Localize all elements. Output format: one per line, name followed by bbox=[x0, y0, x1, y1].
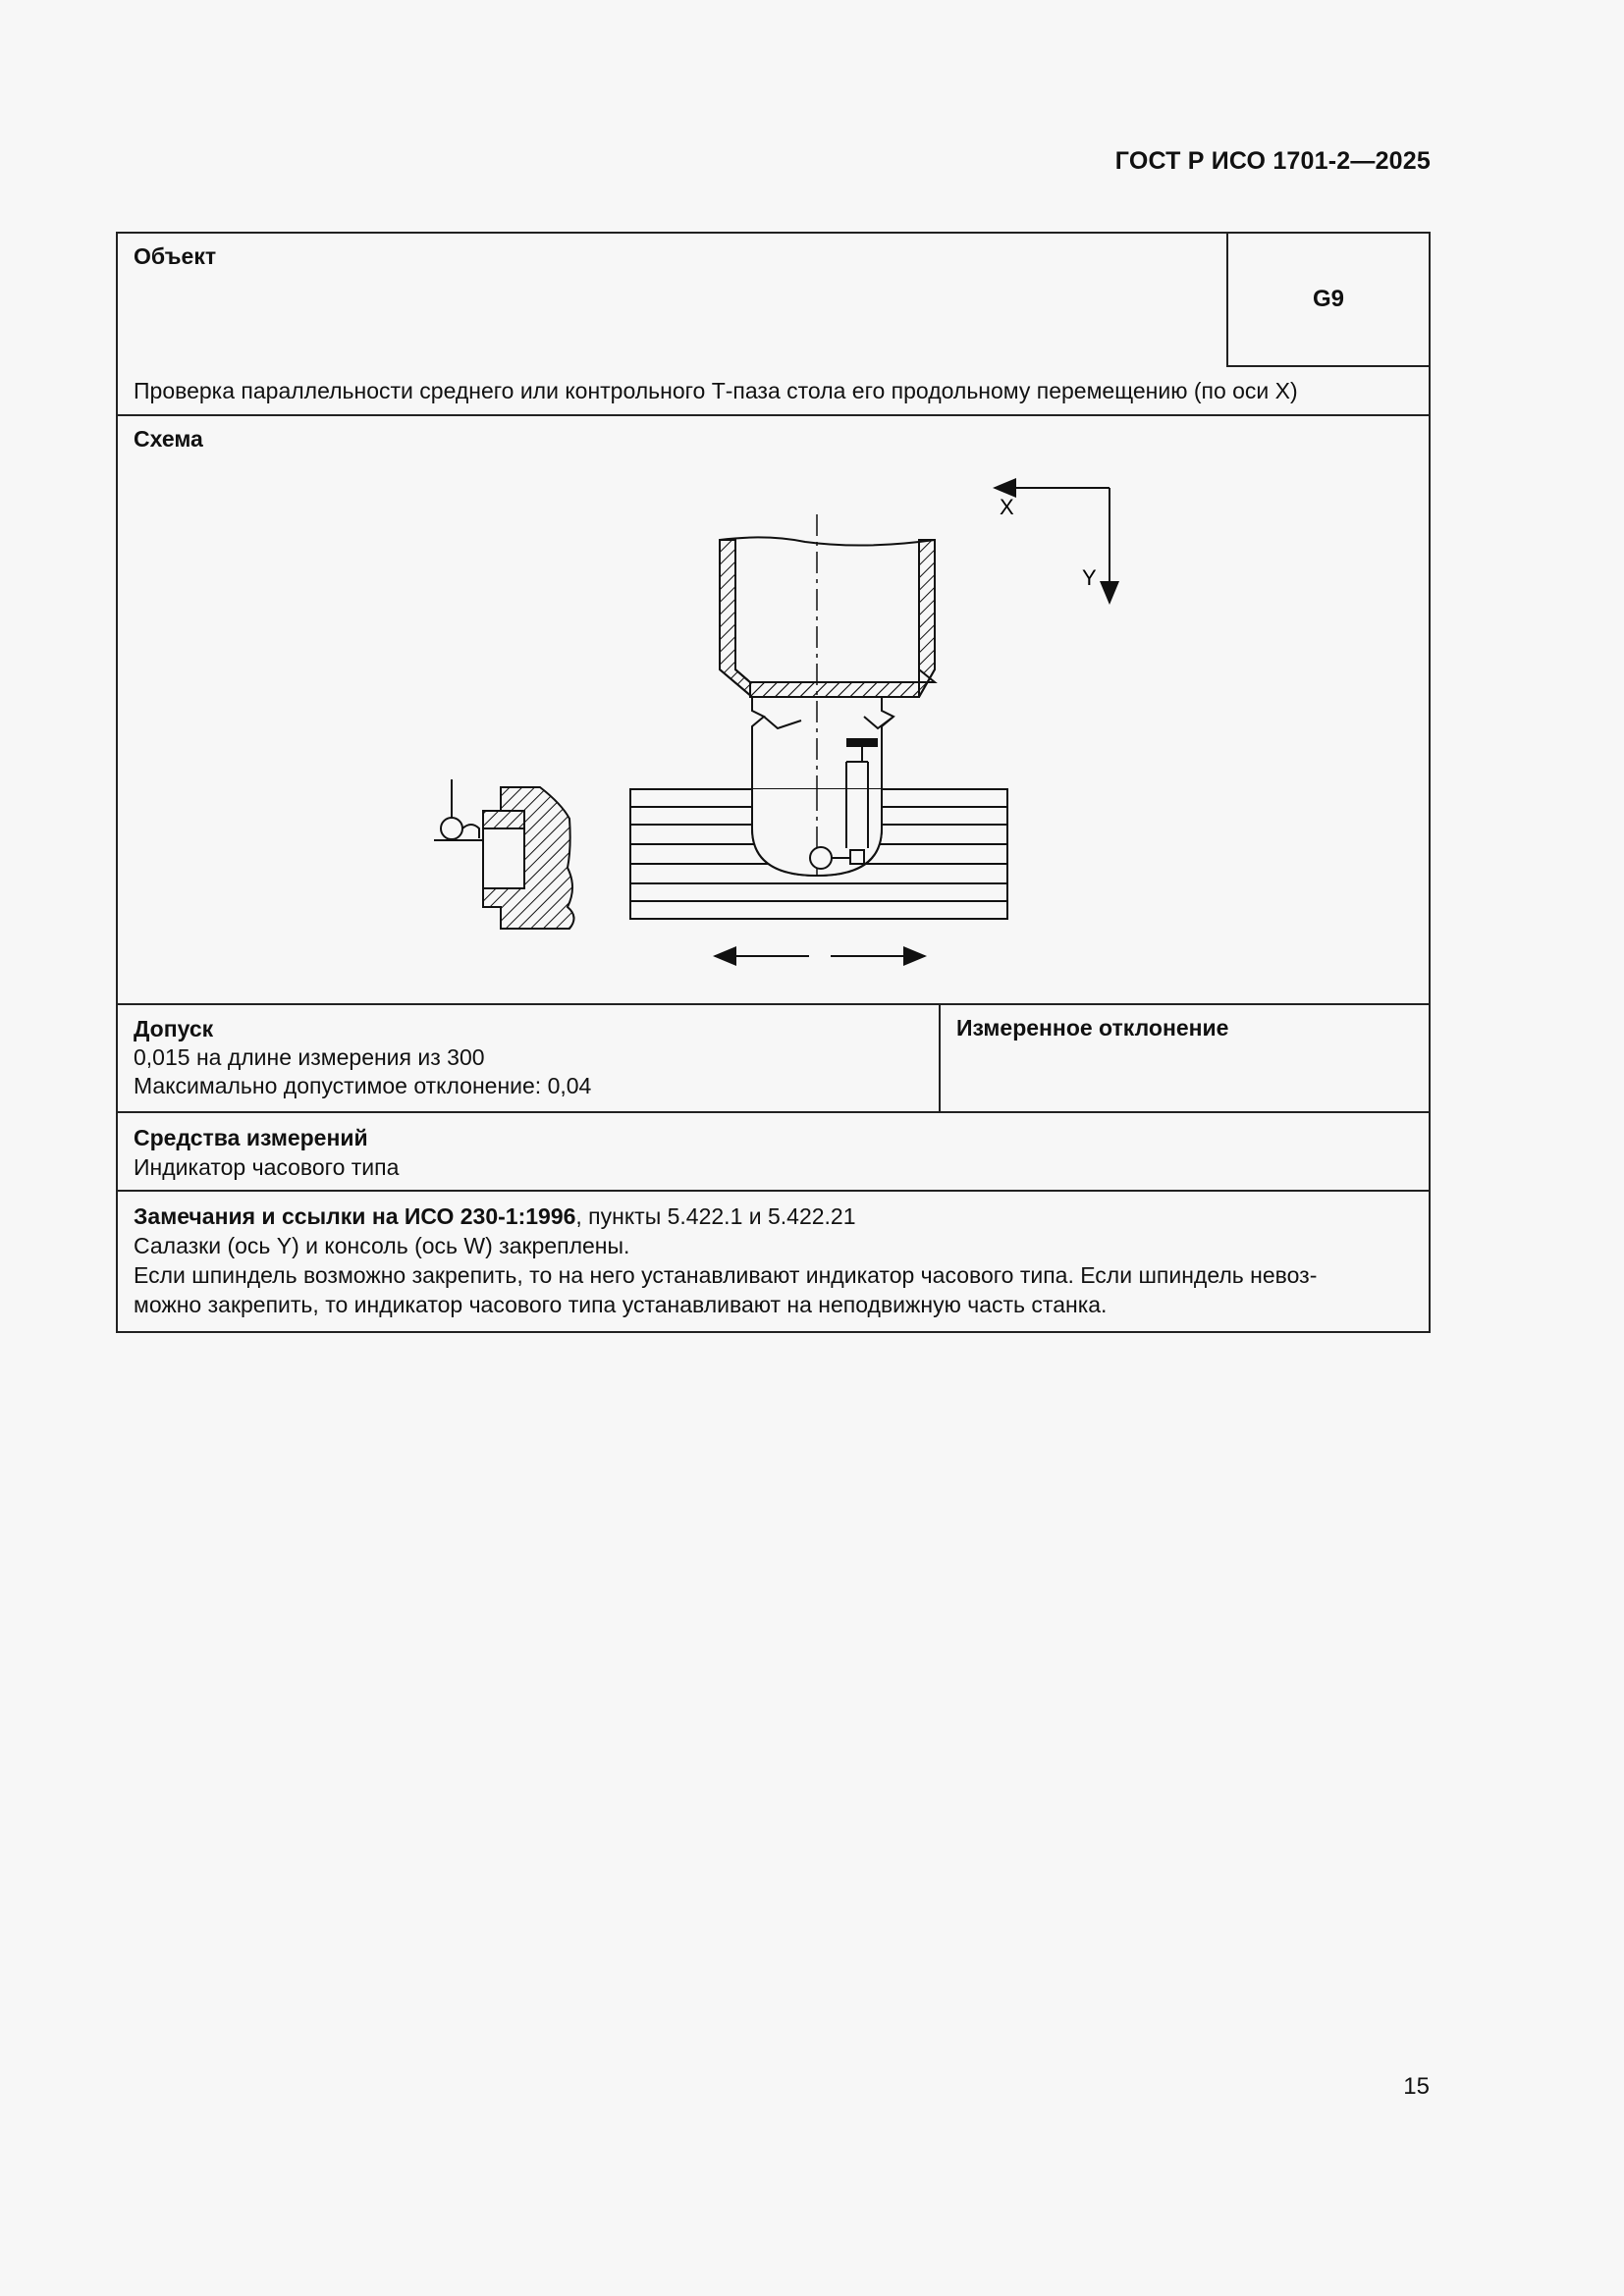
t-slot-section bbox=[434, 779, 574, 929]
notes-line-2: Если шпиндель возможно закрепить, то на него устанавливают индикатор часового типа. Если шпиндель невоз- bbox=[134, 1262, 1318, 1288]
notes-row bbox=[118, 1192, 1429, 1331]
scheme-row bbox=[118, 416, 1429, 1005]
object-row bbox=[118, 234, 1429, 367]
axis-x-label: X bbox=[1000, 495, 1014, 519]
object-cell bbox=[118, 234, 1226, 367]
page-number: 15 bbox=[1403, 2073, 1430, 2100]
document-code: ГОСТ Р ИСО 1701-2—2025 bbox=[1114, 147, 1431, 175]
notes-label: Замечания и ссылки на ИСО 230-1:1996 bbox=[134, 1203, 576, 1229]
measured-deviation-label: Измеренное отклонение bbox=[956, 1015, 1229, 1041]
notes-line-3: можно закрепить, то индикатор часового типа устанавливают на неподвижную часть станка. bbox=[134, 1292, 1108, 1317]
tolerance-row bbox=[118, 1005, 1429, 1113]
object-description-row bbox=[118, 367, 1429, 416]
tolerance-line-2: Максимально допустимое отклонение: 0,04 bbox=[134, 1073, 592, 1098]
measured-deviation-cell bbox=[941, 1005, 1429, 1111]
scheme-label: Схема bbox=[134, 426, 203, 452]
measuring-means-value: Индикатор часового типа bbox=[134, 1154, 400, 1180]
object-description: Проверка параллельности среднего или контрольного Т-паза стола его продольному перемещению (по оси X) bbox=[134, 377, 1298, 403]
spindle-housing bbox=[720, 537, 935, 697]
test-form bbox=[116, 232, 1431, 1333]
tolerance-cell bbox=[118, 1005, 941, 1111]
measuring-means-row bbox=[118, 1113, 1429, 1192]
object-code: G9 bbox=[1226, 234, 1429, 367]
notes-reference: , пункты 5.422.1 и 5.422.21 bbox=[575, 1203, 856, 1229]
tolerance-line-1: 0,015 на длине измерения из 300 bbox=[134, 1044, 485, 1070]
notes-heading bbox=[134, 1201, 1413, 1231]
object-label: Объект bbox=[134, 243, 217, 269]
measuring-means-label: Средства измерений bbox=[134, 1125, 368, 1150]
tolerance-label: Допуск bbox=[134, 1016, 214, 1041]
axis-y-label: Y bbox=[1082, 565, 1097, 590]
scheme-diagram bbox=[118, 416, 1429, 1005]
notes-line-1: Салазки (ось Y) и консоль (ось W) закреплены. bbox=[134, 1233, 630, 1258]
